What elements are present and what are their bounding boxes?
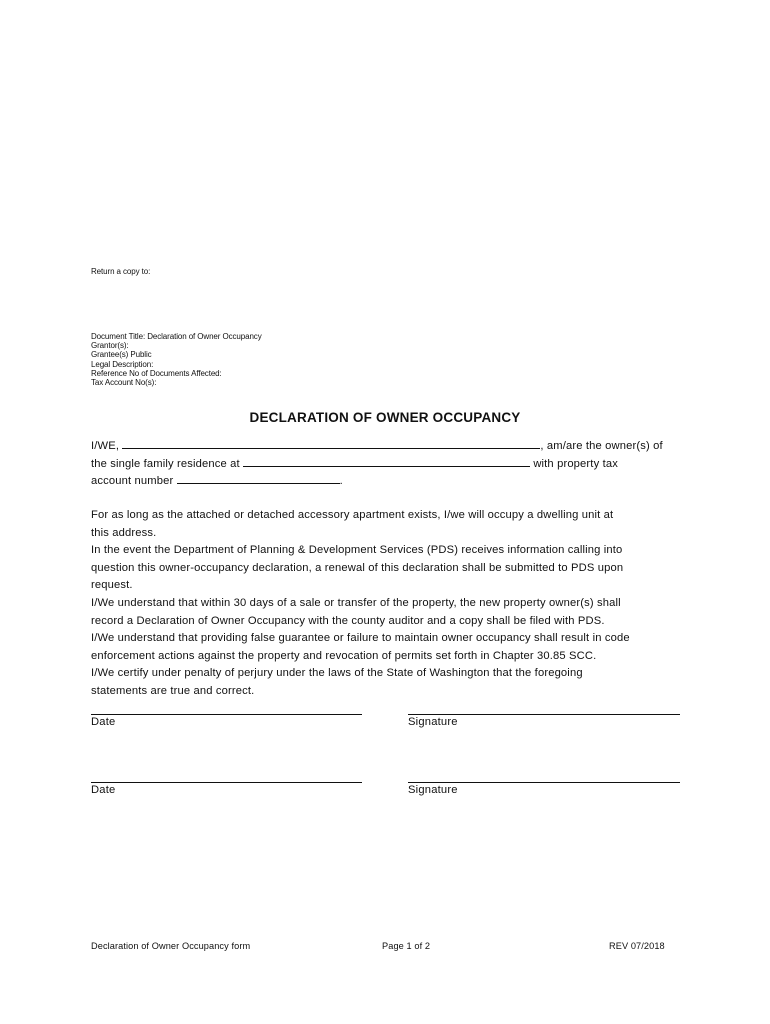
signature-line-2[interactable]	[408, 782, 680, 783]
paragraph-line: I/We understand that within 30 days of a sale or transfer of the property, the new property owner(s) shall	[91, 596, 621, 609]
page-title: DECLARATION OF OWNER OCCUPANCY	[249, 410, 521, 425]
owner-name-field[interactable]	[122, 437, 540, 449]
paragraph-line: request.	[91, 579, 133, 592]
date-line-1[interactable]	[91, 714, 362, 715]
paragraph-line: I/We understand that providing false guarantee or failure to maintain owner occupancy shall result in code	[91, 632, 630, 645]
reference-no-line: Reference No of Documents Affected:	[91, 368, 222, 378]
footer-page-number: Page 1 of 2	[382, 941, 431, 951]
paragraph-line: In the event the Department of Planning & Development Services (PDS) receives information calling into	[91, 544, 623, 557]
date-label-2: Date	[91, 784, 116, 796]
paragraph-line: I/We certify under penalty of perjury under the laws of the State of Washington that the foregoing	[91, 667, 583, 680]
owner-name-row	[91, 437, 663, 456]
legal-description-line: Legal Description:	[91, 359, 154, 369]
property-tax-suffix: with property tax	[533, 458, 618, 470]
tax-account-line: Tax Account No(s):	[91, 378, 157, 388]
return-copy-label: Return a copy to:	[91, 267, 151, 276]
document-title-line: Document Title: Declaration of Owner Occupancy	[91, 332, 262, 341]
paragraph-line: statements are true and correct.	[91, 684, 255, 697]
date-label-1: Date	[91, 716, 116, 728]
declaration-body	[91, 507, 691, 701]
residence-row	[91, 455, 618, 474]
recording-metadata	[91, 332, 262, 387]
paragraph-line: this address.	[91, 526, 157, 539]
account-suffix: .	[339, 475, 343, 487]
grantees-line: Grantee(s) Public	[91, 350, 152, 360]
footer-revision: REV 07/2018	[609, 941, 665, 951]
paragraph-line: question this owner-occupancy declaration, a renewal of this declaration shall be submitted to PDS upon	[91, 561, 624, 574]
iwe-label: I/WE,	[91, 440, 120, 452]
owners-suffix: , am/are the owner(s) of	[540, 440, 663, 452]
signature-label-1: Signature	[408, 716, 458, 728]
residence-address-field[interactable]	[243, 455, 530, 467]
grantors-line: Grantor(s):	[91, 341, 129, 351]
paragraph-line: enforcement actions against the property and revocation of permits set forth in Chapter 30.85 SCC.	[91, 649, 597, 662]
signature-line-1[interactable]	[408, 714, 680, 715]
footer-form-name: Declaration of Owner Occupancy form	[91, 941, 251, 951]
paragraph-line: For as long as the attached or detached accessory apartment exists, I/we will occupy a dwelling unit at	[91, 509, 614, 521]
account-number-field[interactable]	[177, 472, 340, 484]
signature-label-2: Signature	[408, 784, 458, 796]
paragraph-line: record a Declaration of Owner Occupancy with the county auditor and a copy shall be filed with PDS.	[91, 614, 605, 627]
date-line-2[interactable]	[91, 782, 362, 783]
account-row	[91, 472, 343, 491]
account-label: account number	[91, 475, 174, 487]
residence-label: the single family residence at	[91, 458, 240, 470]
